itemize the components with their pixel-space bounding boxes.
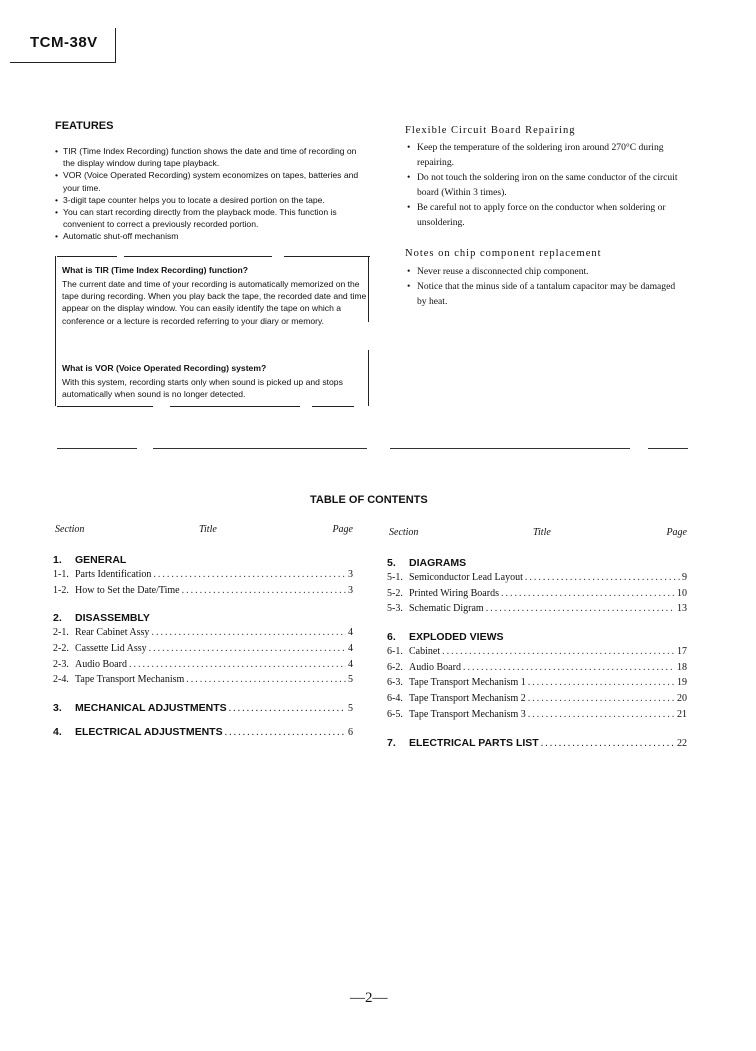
toc-entry-number: 6-1. <box>387 646 403 658</box>
toc-entry[interactable] <box>53 702 353 714</box>
toc-section-diagrams <box>387 557 687 619</box>
dot-leader <box>528 693 675 704</box>
toc-entry[interactable] <box>387 677 687 693</box>
toc-section-number: 4. <box>53 726 62 739</box>
toc-section-mechanical <box>53 702 353 714</box>
toc-entry-page: 10 <box>677 587 687 599</box>
box-border <box>57 256 117 257</box>
toc-entry-page: 17 <box>677 646 687 658</box>
toc-header-title: Title <box>199 524 217 535</box>
toc-entry-page: 4 <box>348 627 353 639</box>
feature-item: • You can start recording directly from the playback mode. This function is convenient to correct a previously recorded portion. <box>55 206 367 230</box>
toc-header-section: Section <box>55 524 85 535</box>
toc-section-title: GENERAL <box>75 554 127 566</box>
toc-entry-number: 2-4. <box>53 674 69 686</box>
toc-section-number: 1. <box>53 554 62 566</box>
box-border <box>57 406 153 407</box>
toc-entry-page: 3 <box>348 569 353 580</box>
toc-section-disassembly <box>53 612 353 690</box>
section-divider <box>390 448 630 449</box>
toc-entry-label: Rear Cabinet Assy <box>75 627 150 639</box>
dot-leader <box>541 738 675 749</box>
toc-entry[interactable] <box>53 659 353 675</box>
toc-entry-page: 9 <box>682 572 687 583</box>
toc-entry-number: 1-2. <box>53 584 69 596</box>
tir-answer: The current date and time of your recording is automatically memorized on the tape during recording. When you play back the tape, the recorded date and time appear on the display window. You can easily identify the tape on which a conference or a lecture is recorded referring to your diary or memory. <box>62 279 367 326</box>
dot-leader <box>486 603 675 614</box>
toc-entry[interactable] <box>387 588 687 604</box>
chip-note-item: • Notice that the minus side of a tantalum capacitor may be damaged by heat. <box>407 279 683 309</box>
toc-entry-number: 2-1. <box>53 627 69 639</box>
toc-section-title: EXPLODED VIEWS <box>409 631 504 644</box>
toc-entry-label: Audio Board <box>75 658 127 670</box>
toc-section-parts-list <box>387 737 687 749</box>
page-number: —2— <box>350 990 388 1006</box>
toc-entry-label: Cassette Lid Assy <box>75 643 147 655</box>
dot-leader <box>225 727 346 738</box>
repair-item: • Keep the temperature of the soldering iron around 270°C during repairing. <box>407 140 683 170</box>
toc-entry-label: Tape Transport Mechanism 2 <box>409 693 526 705</box>
box-border <box>368 350 369 406</box>
toc-entry-page: 4 <box>348 658 353 670</box>
toc-entry-label: Tape Transport Mechanism 1 <box>409 677 526 689</box>
dot-leader <box>149 643 346 654</box>
toc-entry-page: 6 <box>348 727 353 739</box>
toc-entry-number: 2-2. <box>53 643 69 655</box>
feature-item: • TIR (Time Index Recording) function shows the date and time of recording on the display window during tape playback. <box>55 145 367 169</box>
dot-leader <box>129 659 346 670</box>
toc-entry-page: 5 <box>348 703 353 715</box>
toc-section-number: 7. <box>387 736 396 749</box>
toc-entry[interactable] <box>387 572 687 588</box>
flex-repair-list <box>407 140 683 230</box>
dot-leader <box>186 674 346 685</box>
toc-entry[interactable] <box>53 627 353 643</box>
toc-entry[interactable] <box>387 646 687 662</box>
toc-entry-label: Cabinet <box>409 646 441 658</box>
toc-entry-page: 5 <box>348 674 353 686</box>
chip-notes-heading: Notes on chip component replacement <box>405 248 602 259</box>
toc-entry-page: 19 <box>677 677 687 689</box>
dot-leader <box>528 709 675 720</box>
model-title: TCM-38V <box>30 34 98 51</box>
toc-entry[interactable] <box>387 737 687 749</box>
toc-entry[interactable] <box>53 674 353 690</box>
toc-entry-label: Schematic Digram <box>409 603 484 615</box>
section-divider <box>153 448 367 449</box>
dot-leader <box>151 627 346 638</box>
toc-section-title: MECHANICAL ADJUSTMENTS <box>75 702 227 715</box>
toc-entry[interactable] <box>387 603 687 619</box>
toc-entry-label: Tape Transport Mechanism 3 <box>409 708 526 720</box>
toc-entry-number: 6-3. <box>387 677 403 689</box>
box-border <box>368 256 369 322</box>
toc-entry-number: 6-4. <box>387 693 403 705</box>
toc-entry-page: 18 <box>677 661 687 673</box>
toc-section-number: 5. <box>387 557 396 569</box>
repair-item: • Do not touch the soldering iron on the same conductor of the circuit board (Within 3 times). <box>407 170 683 200</box>
toc-entry-number: 6-5. <box>387 708 403 720</box>
chip-notes-list <box>407 264 683 309</box>
toc-entry-label: How to Set the Date/Time <box>75 584 180 596</box>
toc-entry-label: Parts Identification <box>75 569 152 580</box>
box-border <box>124 256 272 257</box>
flex-repair-heading: Flexible Circuit Board Repairing <box>405 125 576 136</box>
toc-entry-page: 22 <box>677 737 687 749</box>
toc-section-title: ELECTRICAL PARTS LIST <box>409 736 539 749</box>
toc-column-left <box>53 524 353 738</box>
box-border <box>170 406 300 407</box>
toc-entry[interactable] <box>53 726 353 738</box>
toc-header-section: Section <box>389 527 419 538</box>
toc-section-title: ELECTRICAL ADJUSTMENTS <box>75 726 223 739</box>
section-divider <box>57 448 137 449</box>
toc-entry-page: 21 <box>677 708 687 720</box>
toc-entry-number: 1-1. <box>53 569 69 580</box>
vor-answer: With this system, recording starts only when sound is picked up and stops automatically when sound is no longer detected. <box>62 377 343 400</box>
repair-item: • Be careful not to apply force on the conductor when soldering or unsoldering. <box>407 200 683 230</box>
chip-note-item: • Never reuse a disconnected chip component. <box>407 264 683 279</box>
features-list <box>55 145 367 243</box>
toc-header-page: Page <box>666 527 687 538</box>
dot-leader <box>153 569 346 580</box>
toc-header-title: Title <box>533 527 551 538</box>
dot-leader <box>463 662 675 673</box>
toc-section-title: DISASSEMBLY <box>75 612 150 625</box>
dot-leader <box>182 585 346 596</box>
toc-section-electrical <box>53 726 353 738</box>
toc-entry-number: 6-2. <box>387 661 403 673</box>
dot-leader <box>525 572 680 583</box>
box-border <box>284 256 370 257</box>
toc-entry-label: Audio Board <box>409 661 461 673</box>
toc-entry-page: 13 <box>677 603 687 615</box>
toc-entry-number: 2-3. <box>53 658 69 670</box>
toc-entry-number: 5-1. <box>387 572 403 583</box>
toc-header-page: Page <box>332 524 353 535</box>
section-divider <box>648 448 688 449</box>
toc-entry[interactable] <box>53 569 353 585</box>
header-rule-horizontal <box>10 62 116 63</box>
toc-entry[interactable] <box>387 709 687 725</box>
box-border <box>312 406 354 407</box>
toc-title: TABLE OF CONTENTS <box>310 494 428 506</box>
toc-section-exploded-views <box>387 631 687 724</box>
toc-entry-page: 3 <box>348 584 353 596</box>
dot-leader <box>501 588 675 599</box>
dot-leader <box>229 703 346 714</box>
toc-section-general <box>53 554 353 600</box>
toc-column-header <box>53 524 353 542</box>
toc-column-right <box>387 527 687 749</box>
toc-entry[interactable] <box>53 585 353 601</box>
header-rule-vertical <box>115 28 116 62</box>
toc-column-header <box>387 527 687 545</box>
feature-item: • 3-digit tape counter helps you to locate a desired portion on the tape. <box>55 194 367 206</box>
toc-section-title: DIAGRAMS <box>409 557 467 569</box>
box-border <box>55 256 56 406</box>
toc-entry[interactable] <box>387 662 687 678</box>
toc-entry[interactable] <box>53 643 353 659</box>
toc-entry-label: Printed Wiring Boards <box>409 587 499 599</box>
toc-entry-number: 5-3. <box>387 603 403 615</box>
toc-entry-number: 5-2. <box>387 587 403 599</box>
toc-entry-label: Tape Transport Mechanism <box>75 674 185 686</box>
feature-item: • Automatic shut-off mechanism <box>55 230 367 242</box>
toc-section-number: 6. <box>387 631 396 644</box>
toc-entry-page: 4 <box>348 643 353 655</box>
toc-entry-page: 20 <box>677 693 687 705</box>
feature-item: • VOR (Voice Operated Recording) system economizes on tapes, batteries and your time. <box>55 169 367 193</box>
toc-entry-label: Semiconductor Lead Layout <box>409 572 523 583</box>
toc-entry[interactable] <box>387 693 687 709</box>
dot-leader <box>442 646 675 657</box>
vor-question: What is VOR (Voice Operated Recording) system? <box>62 363 267 373</box>
features-heading: FEATURES <box>55 120 114 132</box>
toc-section-number: 3. <box>53 702 62 715</box>
tir-question: What is TIR (Time Index Recording) function? <box>62 265 249 275</box>
toc-section-number: 2. <box>53 612 62 625</box>
dot-leader <box>528 677 675 688</box>
